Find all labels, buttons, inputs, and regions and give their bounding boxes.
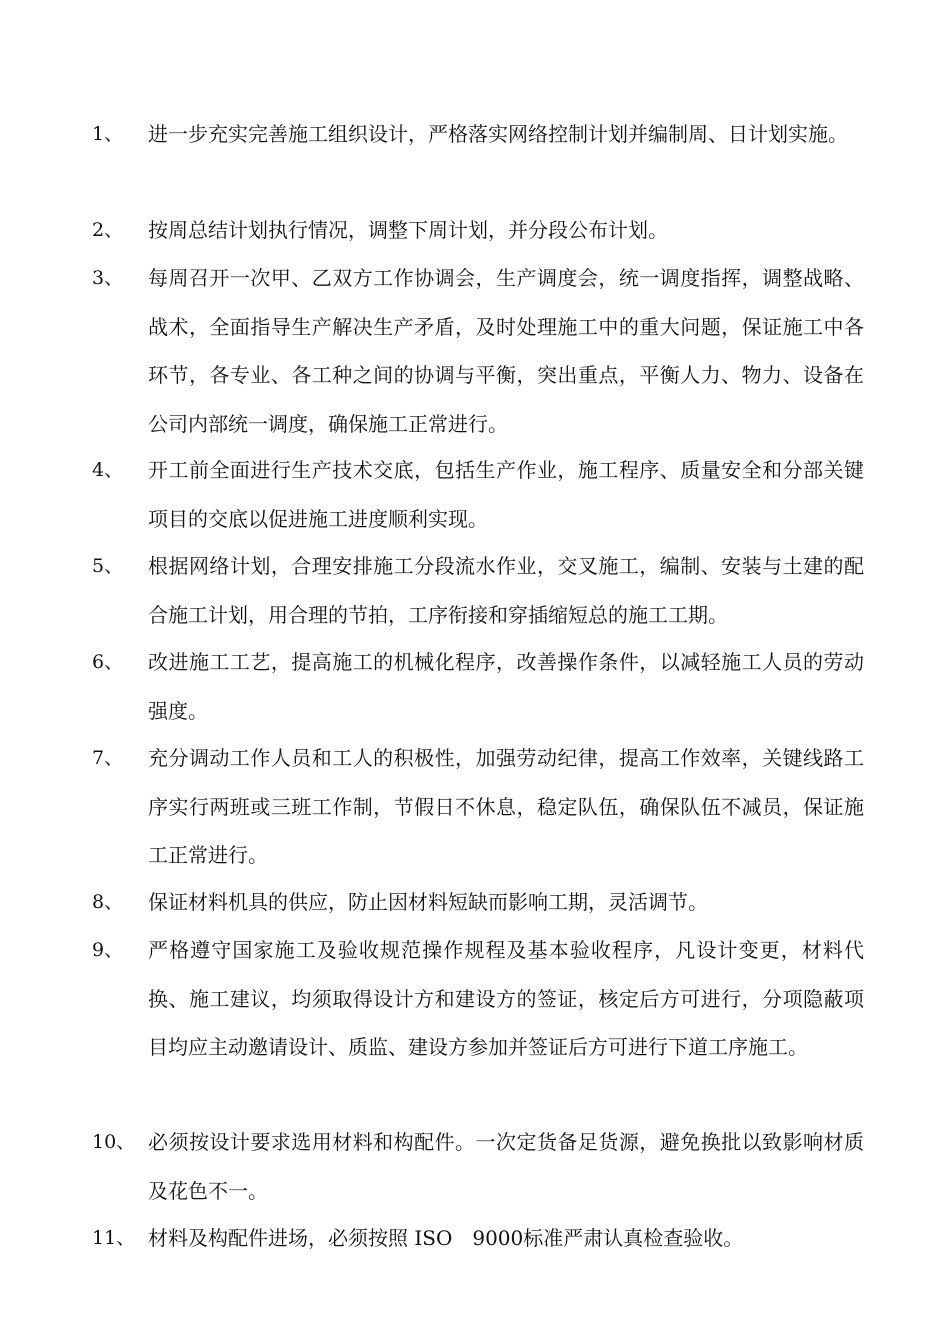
item-number: 1、	[92, 123, 124, 145]
item-text: 根据网络计划，合理安排施工分段流水作业，交叉施工，编制、安装与土建的配合施工计划，用合理的节拍，工序衔接和穿插缩短总的施工工期。	[148, 554, 864, 627]
item-text: 按周总结计划执行情况，调整下周计划，并分段公布计划。	[148, 218, 668, 242]
item-text: 改进施工工艺，提高施工的机械化程序，改善操作条件，以减轻施工人员的劳动强度。	[148, 650, 864, 723]
list-item-3	[92, 254, 872, 448]
item-number: 9、	[92, 939, 124, 961]
list-item-6	[92, 638, 872, 735]
item-text: 必须按设计要求选用材料和构配件。一次定货备足货源，避免换批以致影响材质及花色不一。	[148, 1130, 864, 1203]
item-number: 2、	[92, 219, 124, 241]
item-text: 严格遵守国家施工及验收规范操作规程及基本验收程序，凡设计变更，材料代换、施工建议，均须取得设计方和建设方的签证，核定后方可进行，分项隐蔽项目均应主动邀请设计、质监、建设方参加并签证后方可进行下道工序施工。	[148, 938, 864, 1059]
item-number: 5、	[92, 555, 124, 577]
item-text: 开工前全面进行生产技术交底，包括生产作业，施工程序、质量安全和分部关键项目的交底以促进施工进度顺利实现。	[148, 458, 864, 531]
list-item-1	[92, 110, 872, 159]
item-text: 每周召开一次甲、乙双方工作协调会，生产调度会，统一调度指挥，调整战略、战术，全面指导生产解决生产矛盾，及时处理施工中的重大问题，保证施工中各环节，各专业、各工种之间的协调与平衡，突出重点，平衡人力、物力、设备在公司内部统一调度，确保施工正常进行。	[148, 266, 864, 436]
item-text: 充分调动工作人员和工人的积极性，加强劳动纪律，提高工作效率，关键线路工序实行两班或三班工作制，节假日不休息，稳定队伍，确保队伍不减员，保证施工正常进行。	[148, 746, 864, 867]
list-item-8	[92, 878, 872, 927]
item-number: 3、	[92, 267, 124, 289]
list-item-4	[92, 446, 872, 543]
item-number: 6、	[92, 651, 124, 673]
item-number: 7、	[92, 747, 124, 769]
item-number: 4、	[92, 459, 124, 481]
list-item-11	[92, 1214, 872, 1263]
list-item-9	[92, 926, 872, 1072]
item-text: 材料及构配件进场，必须按照 ISO 9000标准严肃认真检查验收。	[148, 1226, 744, 1250]
list-item-2	[92, 206, 872, 255]
list-item-5	[92, 542, 872, 639]
item-number: 8、	[92, 891, 124, 913]
item-text: 进一步充实完善施工组织设计，严格落实网络控制计划并编制周、日计划实施。	[148, 122, 848, 146]
item-number: 10、	[92, 1131, 136, 1153]
list-item-7	[92, 734, 872, 880]
item-text: 保证材料机具的供应，防止因材料短缺而影响工期，灵活调节。	[148, 890, 708, 914]
item-number: 11、	[92, 1227, 136, 1249]
list-item-10	[92, 1118, 872, 1215]
